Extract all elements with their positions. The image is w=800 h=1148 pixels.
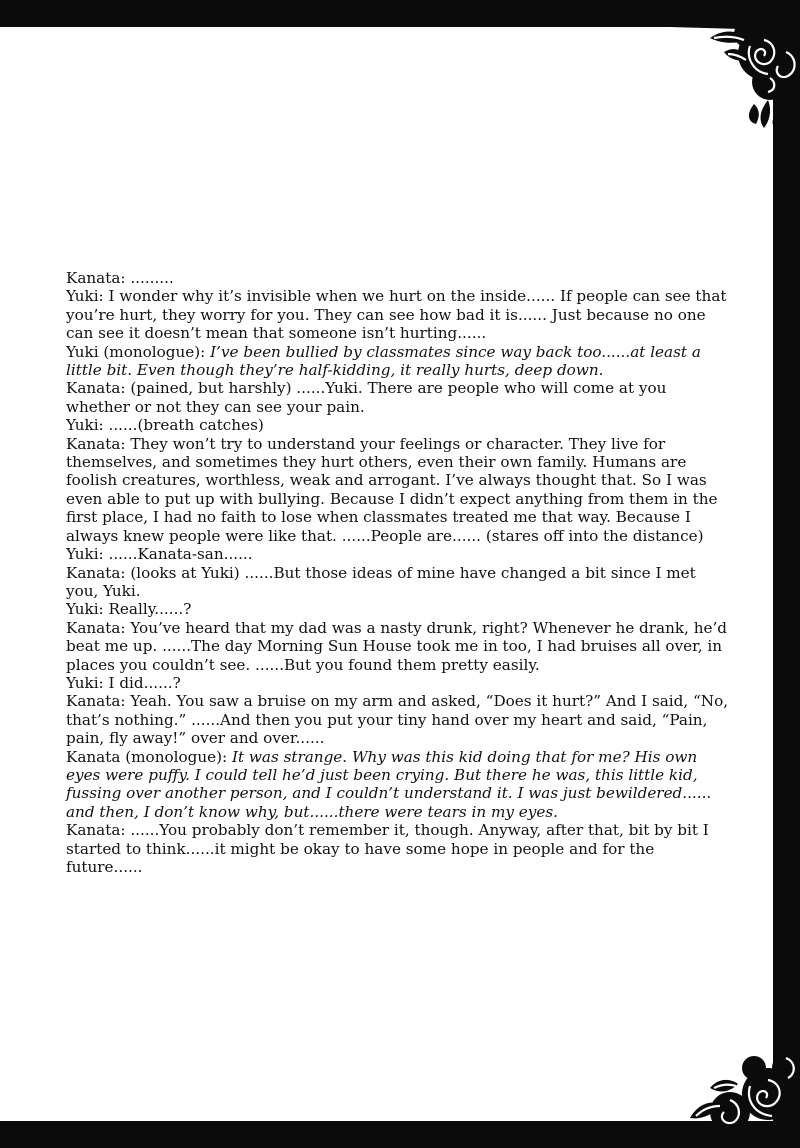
- speaker-label: Yuki:: [66, 416, 104, 435]
- speaker-label: Kanata:: [66, 563, 126, 582]
- speaker-label: Kanata:: [66, 269, 126, 287]
- line-text: ......(breath catches): [103, 416, 264, 435]
- line-14: [66, 821, 730, 876]
- line-text: ......You probably don’t remember it, though. Anyway, after that, bit by bit I started to think......it might be okay to have some hope in people and for the future......: [66, 821, 709, 876]
- line-2: [66, 287, 730, 342]
- line-7: [66, 545, 730, 563]
- line-text: I wonder why it’s invisible when we hurt on the inside...... If people can see that you’re hurt, they worry for you. They can see how bad it is...... Just because no one can see it doesn’t mean that someone isn’t hurting......: [66, 287, 727, 343]
- line-13: [66, 748, 730, 822]
- line-3: [66, 343, 730, 380]
- speaker-label: Kanata:: [66, 434, 126, 453]
- speaker-label: Yuki:: [66, 600, 104, 619]
- line-text: You’ve heard that my dad was a nasty drunk, right? Whenever he drank, he’d beat me up. ......The day Morning Sun House took me in too, I had bruises all over, in places you couldn’t see. ......But you found them pretty easily.: [66, 618, 728, 674]
- speaker-label: Yuki:: [66, 673, 104, 692]
- line-text: .........: [125, 269, 174, 287]
- line-1: [66, 269, 730, 287]
- line-6: [66, 435, 730, 545]
- speaker-label: Kanata:: [66, 618, 126, 637]
- speaker-label: Kanata:: [66, 379, 126, 398]
- speaker-label: Kanata (monologue):: [66, 747, 228, 766]
- line-text: It was strange. Why was this kid doing that for me? His own eyes were puffy. I could tell he’d just been crying. But there he was, this little kid, fussing over another person, and I couldn’t understand it. I was just bewildered...... and then, I don’t know why, but......there were tears in my eyes.: [66, 747, 712, 821]
- line-text: ......Kanata-san......: [103, 545, 253, 564]
- line-text: I’ve been bullied by classmates since way back too......at least a little bit. Even though they’re half-kidding, it really hurts, deep down.: [66, 342, 701, 380]
- line-text: (looks at Yuki) ......But those ideas of mine have changed a bit since I met you, Yuki.: [66, 563, 696, 600]
- speaker-label: Yuki:: [66, 545, 104, 564]
- speaker-label: Kanata:: [66, 821, 126, 840]
- line-8: [66, 564, 730, 601]
- line-text: Yeah. You saw a bruise on my arm and asked, “Does it hurt?” And I said, “No, that’s nothing.” ......And then you put your tiny hand over my heart and said, “Pain, pain, fly away!” over and over......: [66, 692, 729, 748]
- line-10: [66, 619, 730, 674]
- rose-ornament-bottom-icon: [650, 1008, 800, 1148]
- line-12: [66, 692, 730, 747]
- dialogue-text: [66, 269, 730, 876]
- line-text: They won’t try to understand your feelings or character. They live for themselves, and sometimes they hurt others, even their own family. Humans are foolish creatures, worthless, weak and arrogant. I’ve always thought that. So I was even able to put up with bullying. Because I didn’t expect anything from them in the first place, I had no faith to lose when classmates treated me that way. Because I always knew people were like that. ......People are...... (stares off into the distance): [66, 434, 718, 545]
- line-text: Really......?: [103, 600, 192, 619]
- line-9: [66, 600, 730, 618]
- page: [0, 27, 773, 1121]
- frame-right-border: [773, 0, 800, 1148]
- line-text: I did......?: [103, 673, 181, 692]
- line-11: [66, 674, 730, 692]
- line-5: [66, 416, 730, 434]
- speaker-label: Kanata:: [66, 692, 126, 711]
- line-text: (pained, but harshly) ......Yuki. There are people who will come at you whether or not they can see your pain.: [66, 379, 667, 416]
- rose-ornament-top-icon: [650, 0, 800, 140]
- speaker-label: Yuki:: [66, 287, 104, 306]
- line-4: [66, 379, 730, 416]
- speaker-label: Yuki (monologue):: [66, 342, 206, 361]
